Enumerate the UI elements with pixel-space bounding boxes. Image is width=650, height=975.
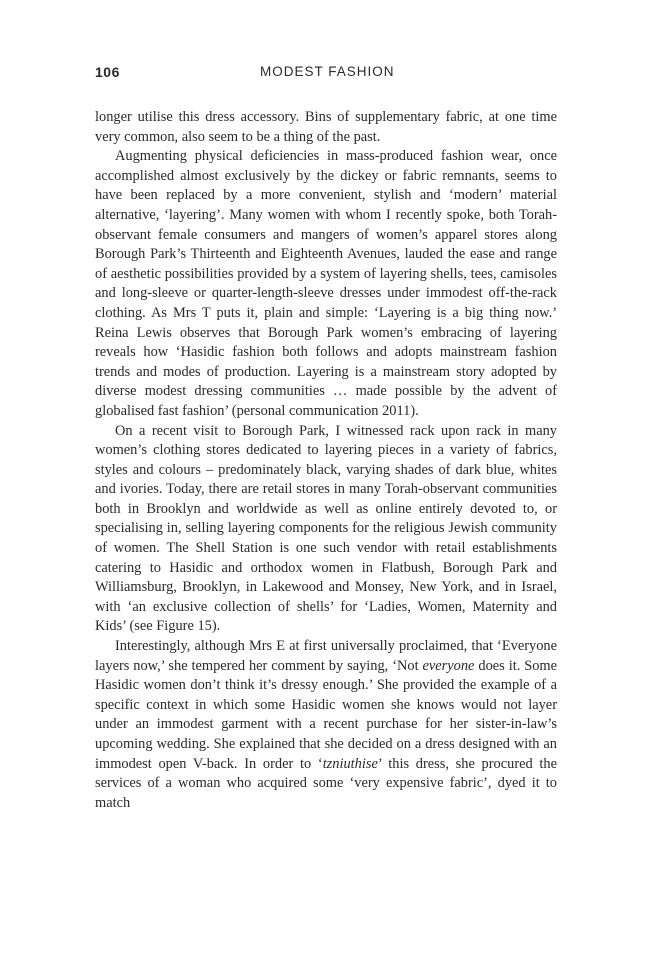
paragraph-3 [95,422,557,638]
italic-tzniuthise: tzniuthise [322,755,378,772]
paragraph-4 [95,637,557,813]
paragraph-3-text: On a recent visit to Borough Park, I witnessed rack upon rack in many women’s clothing stores dedicated to layering pieces in a variety of fabrics, styles and colours – predominately black, varying shades of dark blue, whites and ivories. Today, there are retail stores in many Torah-observant communities both in Brooklyn and worldwide as well as online entirely devoted to, or specialising in, selling layering components for the religious Jewish community of women. The Shell Station is one such vendor with retail establishments catering to Hasidic and orthodox women in Flatbush, Borough Park and Williamsburg, Brooklyn, in Lakewood and Monsey, New York, and in Israel, with ‘an exclusive collection of shells’ for ‘Ladies, Women, Maternity and Kids’ (see Figure 15). [95,422,557,635]
book-page [95,64,557,813]
body-text [95,108,557,813]
paragraph-4-text-b: does it. Some Hasidic women don’t think it’s dressy enough.’ She provided the example of a specific context in which some Hasidic women she knows would not layer under an immodest garment with a recent purchase for her sister-in-law’s upcoming wedding. She explained that she decided on a dress designed with an immodest open V-back. In order to ‘ [95,657,558,772]
paragraph-4-text-a: Interestingly, although Mrs E at first universally proclaimed, that ‘Everyone layers now,’ she tempered her comment by saying, ‘Not [95,638,557,674]
running-title: MODEST FASHION [260,64,395,79]
paragraph-2 [95,147,557,421]
paragraph-2-text: Augmenting physical deficiencies in mass-produced fashion wear, once accomplished almost exclusively by the dickey or fabric remnants, seems to have been replaced by a more convenient, stylish and ‘modern’ material alternative, ‘layering’. Many women with whom I recently spoke, both Torah-observant female consumers and mangers of women’s apparel stores along Borough Park’s Thirteenth and Eighteenth Avenues, lauded the ease and range of aesthetic possibilities provided by a system of layering shells, tees, camisoles and long-sleeve or quarter-length-sleeve dresses under immodest off-the-rack clothing. As Mrs T puts it, plain and simple: ‘Layering is a big thing now.’ Reina Lewis observes that Borough Park women’s embracing of layering reveals how ‘Hasidic fashion both follows and adopts mainstream fashion trends and modes of production. Layering is a mainstream story adopted by diverse modest dressing communities … made possible by the advent of globalised fast fashion’ (personal communication 2011). [95,148,557,419]
paragraph-1 [95,108,557,147]
paragraph-1-text: longer utilise this dress accessory. Bins of supplementary fabric, at one time very common, also seem to be a thing of the past. [95,109,557,145]
running-head [95,64,557,88]
italic-everyone: everyone [422,657,475,674]
page-number: 106 [95,64,120,80]
paragraph-4-text-c: ’ this dress, she procured the services of a woman who acquired some ‘very expensive fabric’, dyed it to match [95,755,557,811]
